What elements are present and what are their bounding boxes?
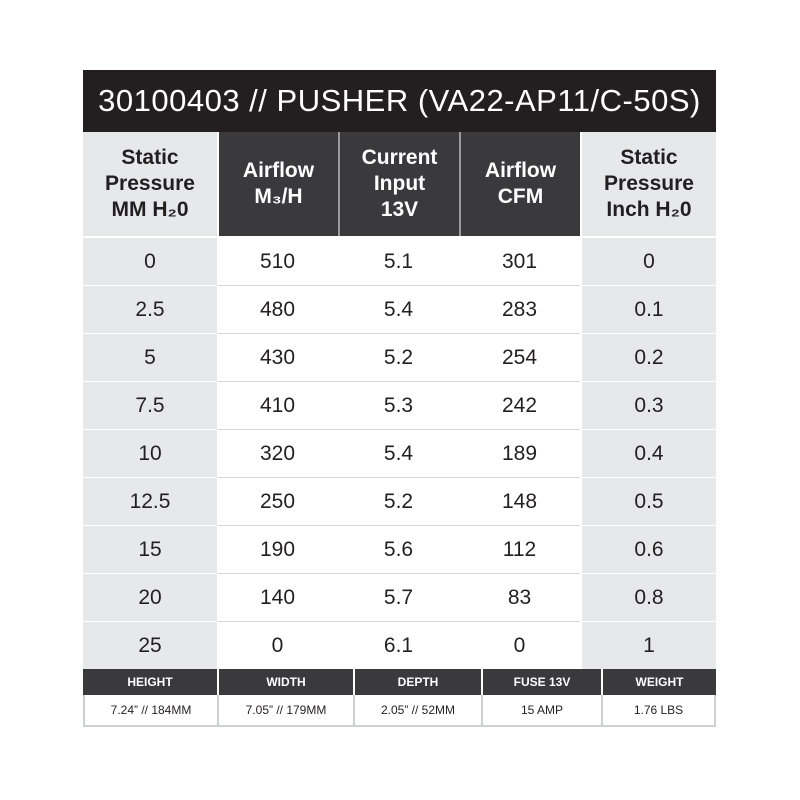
- cell-pressure-inch: 1: [580, 621, 716, 669]
- cell-pressure-mm: 7.5: [83, 381, 217, 429]
- spec-sheet: [83, 70, 716, 727]
- cell-airflow-cfm: 254: [459, 333, 580, 381]
- header-line: Input: [373, 172, 426, 195]
- dim-value-weight: 1.76 LBS: [601, 695, 716, 727]
- cell-pressure-inch: 0.3: [580, 381, 716, 429]
- dim-value-depth: 2.05” // 52MM: [353, 695, 481, 727]
- cell-current: 6.1: [338, 621, 459, 669]
- cell-current: 5.6: [338, 525, 459, 573]
- header-static-pressure-mm: [83, 132, 217, 236]
- cell-current: 5.1: [338, 236, 459, 285]
- cell-pressure-inch: 0.4: [580, 429, 716, 477]
- cell-pressure-mm: 2.5: [83, 285, 217, 333]
- cell-pressure-inch: 0: [580, 236, 716, 285]
- cell-airflow-cfm: 283: [459, 285, 580, 333]
- cell-airflow-cfm: 83: [459, 573, 580, 621]
- cell-airflow-m3h: 250: [217, 477, 338, 525]
- cell-airflow-cfm: 242: [459, 381, 580, 429]
- cell-current: 5.4: [338, 285, 459, 333]
- dim-value-height: 7.24” // 184MM: [83, 695, 217, 727]
- cell-pressure-inch: 0.2: [580, 333, 716, 381]
- table-row: [83, 477, 716, 525]
- cell-current: 5.4: [338, 429, 459, 477]
- cell-pressure-inch: 0.8: [580, 573, 716, 621]
- table-row: [83, 621, 716, 669]
- header-current-input: [338, 132, 459, 236]
- header-line: CFM: [497, 185, 544, 208]
- dim-value-fuse: 15 AMP: [481, 695, 601, 727]
- header-line: Pressure: [105, 172, 195, 195]
- table-row: [83, 236, 716, 285]
- cell-pressure-mm: 12.5: [83, 477, 217, 525]
- cell-pressure-inch: 0.6: [580, 525, 716, 573]
- header-line: M₃/H: [254, 185, 303, 208]
- cell-airflow-m3h: 140: [217, 573, 338, 621]
- header-line: Airflow: [242, 159, 315, 182]
- dimensions-header-row: [83, 669, 716, 695]
- dim-header-width: WIDTH: [217, 669, 353, 695]
- header-line: Pressure: [604, 172, 694, 195]
- cell-pressure-mm: 25: [83, 621, 217, 669]
- table-row: [83, 333, 716, 381]
- cell-current: 5.7: [338, 573, 459, 621]
- table-row: [83, 573, 716, 621]
- header-line: Static: [121, 146, 179, 169]
- dimensions-table: [83, 669, 716, 727]
- header-airflow-cfm: [459, 132, 580, 236]
- cell-airflow-m3h: 480: [217, 285, 338, 333]
- cell-pressure-mm: 10: [83, 429, 217, 477]
- cell-airflow-m3h: 320: [217, 429, 338, 477]
- header-static-pressure-inch: [580, 132, 716, 236]
- header-airflow-m3h: [217, 132, 338, 236]
- dim-header-height: HEIGHT: [83, 669, 217, 695]
- cell-pressure-inch: 0.1: [580, 285, 716, 333]
- cell-pressure-mm: 0: [83, 236, 217, 285]
- dim-header-weight: WEIGHT: [601, 669, 716, 695]
- header-line: Inch H₂0: [606, 198, 692, 221]
- cell-pressure-mm: 15: [83, 525, 217, 573]
- dim-header-fuse: FUSE 13V: [481, 669, 601, 695]
- airflow-table: [83, 132, 716, 669]
- header-line: Current: [361, 146, 438, 169]
- header-line: Static: [620, 146, 678, 169]
- table-row: [83, 525, 716, 573]
- product-title: 30100403 // PUSHER (VA22-AP11/C-50S): [83, 70, 716, 132]
- cell-current: 5.3: [338, 381, 459, 429]
- header-line: 13V: [380, 198, 419, 221]
- cell-airflow-cfm: 189: [459, 429, 580, 477]
- table-row: [83, 429, 716, 477]
- cell-pressure-mm: 5: [83, 333, 217, 381]
- cell-airflow-cfm: 0: [459, 621, 580, 669]
- cell-pressure-inch: 0.5: [580, 477, 716, 525]
- cell-airflow-m3h: 430: [217, 333, 338, 381]
- dim-value-width: 7.05” // 179MM: [217, 695, 353, 727]
- table-row: [83, 381, 716, 429]
- cell-airflow-cfm: 301: [459, 236, 580, 285]
- cell-airflow-m3h: 0: [217, 621, 338, 669]
- cell-airflow-m3h: 410: [217, 381, 338, 429]
- cell-airflow-cfm: 148: [459, 477, 580, 525]
- table-header-row: [83, 132, 716, 236]
- cell-airflow-m3h: 510: [217, 236, 338, 285]
- dimensions-value-row: [83, 695, 716, 727]
- cell-airflow-m3h: 190: [217, 525, 338, 573]
- cell-pressure-mm: 20: [83, 573, 217, 621]
- cell-current: 5.2: [338, 333, 459, 381]
- table-row: [83, 285, 716, 333]
- cell-current: 5.2: [338, 477, 459, 525]
- header-line: MM H₂0: [111, 198, 189, 221]
- dim-header-depth: DEPTH: [353, 669, 481, 695]
- header-line: Airflow: [484, 159, 557, 182]
- cell-airflow-cfm: 112: [459, 525, 580, 573]
